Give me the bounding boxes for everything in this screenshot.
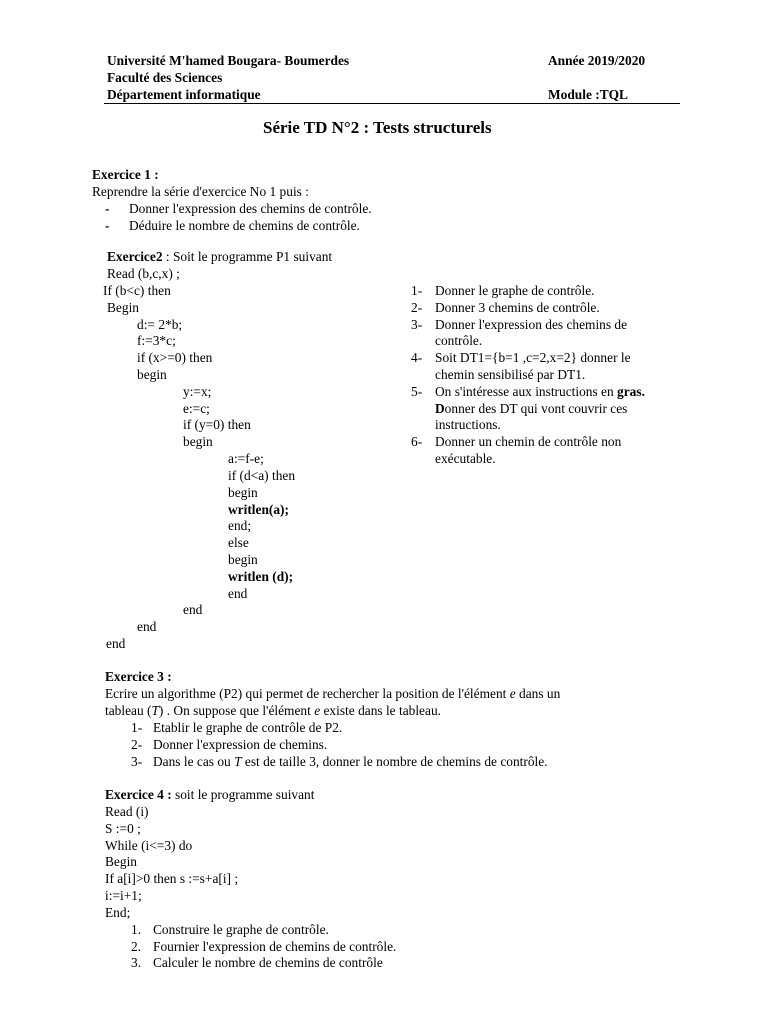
question-text — [435, 383, 645, 400]
code-line: if (x>=0) then — [137, 350, 213, 365]
ex3-item-number: 1- — [131, 720, 143, 735]
code-line: end — [137, 619, 157, 634]
text-part-italic: e — [314, 703, 321, 718]
text-part: Ecrire un algorithme (P2) qui permet de rechercher la position de l'élément — [105, 686, 510, 701]
text-part-italic: T — [151, 703, 159, 718]
ex4-heading-label: Exercice 4 : — [105, 787, 172, 802]
ex1-item: Donner l'expression des chemins de contrôle. — [129, 201, 372, 216]
text-part: tableau ( — [105, 703, 152, 718]
question-text: Soit DT1={b=1 ,c=2,x=2} donner le — [435, 350, 631, 365]
question-number: 5- — [411, 384, 423, 399]
code-line: if (y=0) then — [183, 417, 251, 432]
faculty-name: Faculté des Sciences — [107, 70, 223, 85]
code-line: f:=3*c; — [137, 333, 176, 348]
ex4-item-number: 3. — [131, 955, 142, 970]
academic-year: Année 2019/2020 — [548, 53, 646, 68]
question-number: 2- — [411, 300, 423, 315]
ex4-item: Calculer le nombre de chemins de contrôle — [153, 955, 383, 970]
module-name: Module :TQL — [548, 87, 628, 102]
question-text-part: onner des DT qui vont couvrir ces — [444, 401, 628, 416]
text-part: dans un — [515, 686, 561, 701]
page-title: Série TD N°2 : Tests structurels — [263, 118, 492, 137]
ex3-item — [153, 753, 548, 770]
question-number: 6- — [411, 434, 423, 449]
text-part-italic: T — [234, 754, 242, 769]
code-line: begin — [137, 367, 167, 382]
code-line-bold: writlen (d); — [228, 569, 294, 584]
code-line: Read (i) — [105, 804, 149, 819]
question-text-part: On s'intéresse aux instructions en — [435, 384, 618, 399]
code-line: end; — [228, 518, 252, 533]
code-line: If a[i]>0 then s :=s+a[i] ; — [105, 871, 239, 886]
ex1-item: Déduire le nombre de chemins de contrôle. — [129, 218, 360, 233]
ex4-item: Construire le graphe de contrôle. — [153, 922, 329, 937]
code-line: End; — [105, 905, 131, 920]
code-line: begin — [183, 434, 213, 449]
code-line: a:=f-e; — [228, 451, 264, 466]
question-text-bold: D — [435, 401, 445, 416]
question-number: 4- — [411, 350, 423, 365]
ex4-heading-text: soit le programme suivant — [171, 787, 315, 802]
code-line: end — [106, 636, 126, 651]
question-number: 1- — [411, 283, 423, 298]
code-line: begin — [228, 552, 258, 567]
ex4-heading — [105, 786, 314, 803]
ex4-item-number: 1. — [131, 922, 142, 937]
text-part-italic: e — [509, 686, 516, 701]
code-line: Read (b,c,x) ; — [107, 266, 180, 281]
code-line: d:= 2*b; — [137, 317, 183, 332]
code-line: end — [183, 602, 203, 617]
code-line: Begin — [105, 854, 137, 869]
ex3-heading: Exercice 3 : — [105, 669, 172, 684]
code-line: Begin — [107, 300, 139, 315]
code-line: e:=c; — [183, 401, 210, 416]
code-line: While (i<=3) do — [105, 838, 193, 853]
question-text: instructions. — [435, 417, 501, 432]
text-part: existe dans le tableau. — [320, 703, 441, 718]
department-name: Département informatique — [107, 87, 261, 102]
ex3-item: Donner l'expression de chemins. — [153, 737, 328, 752]
ex1-bullet: - — [105, 218, 110, 233]
university-name: Université M'hamed Bougara- Boumerdes — [107, 53, 350, 68]
text-part: ) . On suppose que l'élément — [158, 703, 315, 718]
question-text — [435, 400, 627, 417]
header-divider — [104, 103, 680, 104]
ex4-item: Fournier l'expression de chemins de contrôle. — [153, 939, 397, 954]
code-line: if (d<a) then — [228, 468, 296, 483]
ex3-paragraph — [105, 685, 560, 702]
code-line: If (b<c) then — [103, 283, 171, 298]
question-text: Donner 3 chemins de contrôle. — [435, 300, 600, 315]
question-text: Donner un chemin de contrôle non — [435, 434, 622, 449]
code-line: else — [228, 535, 249, 550]
ex4-item-number: 2. — [131, 939, 142, 954]
ex1-intro: Reprendre la série d'exercice No 1 puis : — [92, 184, 309, 199]
question-text: exécutable. — [435, 451, 496, 466]
text-part: est de taille 3, donner le nombre de chemins de contrôle. — [241, 754, 548, 769]
ex2-heading — [107, 248, 332, 265]
ex3-paragraph — [105, 702, 441, 719]
ex2-heading-label: Exercice2 — [107, 249, 163, 264]
question-text: contrôle. — [435, 333, 483, 348]
text-part: Dans le cas ou — [153, 754, 235, 769]
code-line: begin — [228, 485, 258, 500]
ex1-heading: Exercice 1 : — [92, 167, 159, 182]
code-line-bold: writlen(a); — [228, 502, 289, 517]
ex1-bullet: - — [105, 201, 110, 216]
ex3-item-number: 2- — [131, 737, 143, 752]
question-text: Donner le graphe de contrôle. — [435, 283, 595, 298]
code-line: i:=i+1; — [105, 888, 142, 903]
question-number: 3- — [411, 317, 423, 332]
question-text: Donner l'expression des chemins de — [435, 317, 628, 332]
code-line: S :=0 ; — [105, 821, 141, 836]
question-text-bold: gras. — [617, 384, 645, 399]
ex2-heading-text: : Soit le programme P1 suivant — [162, 249, 333, 264]
code-line: end — [228, 586, 248, 601]
code-line: y:=x; — [183, 384, 212, 399]
ex3-item: Etablir le graphe de contrôle de P2. — [153, 720, 343, 735]
ex3-item-number: 3- — [131, 754, 143, 769]
question-text: chemin sensibilisé par DT1. — [435, 367, 586, 382]
